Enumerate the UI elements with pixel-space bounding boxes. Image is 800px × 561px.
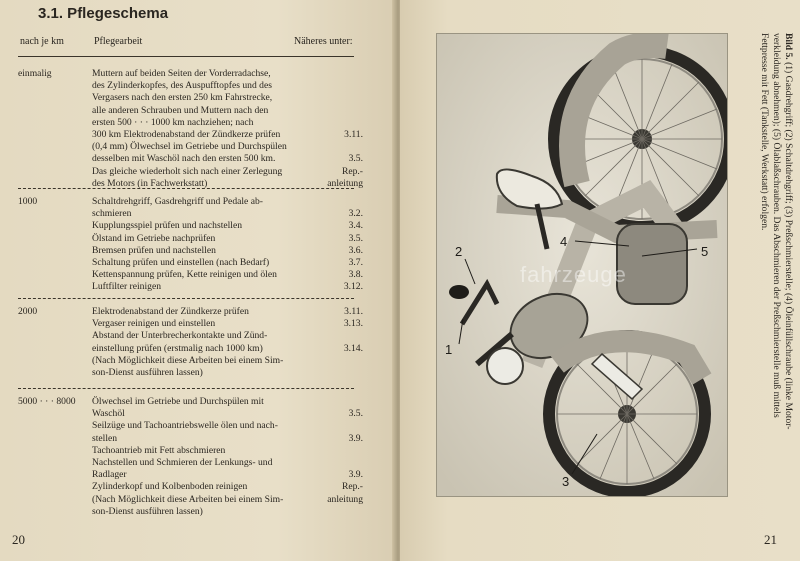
task-line: Bremsen prüfen und nachstellen [92, 244, 216, 256]
task-lines [92, 396, 312, 518]
section-divider [18, 388, 354, 389]
reference-section: 3.13. [343, 318, 363, 330]
section-title: 3.1. Pflegeschema [38, 5, 169, 22]
photo-label-3: 3 [562, 474, 570, 489]
task-line: (Nach Möglichkeit diese Arbeiten bei einem Sim- [92, 493, 284, 505]
task-line: Waschöl [92, 408, 125, 420]
task-line: des Motors (in Fachwerkstatt) [92, 177, 208, 189]
reference-section: 3.9. [348, 469, 363, 481]
task-line: Muttern auf beiden Seiten der Vorderradachse, [92, 68, 271, 79]
task-line: Seilzüge und Tachoantriebswelle ölen und nach- [92, 420, 278, 432]
page-number-right: 21 [764, 532, 777, 547]
task-line: Zylinderkopf und Kolbenboden reinigen [92, 481, 248, 493]
reference-section: 3.2. [348, 208, 363, 220]
task-line: schmieren [92, 208, 132, 220]
reference-section: 3.14. [343, 342, 363, 354]
section-divider [18, 188, 354, 189]
task-line: son-Dienst ausführen lassen) [92, 366, 203, 378]
task-line: Tachoantrieb mit Fett abschmieren [92, 444, 226, 456]
header-rule [18, 56, 354, 57]
column-header-work: Pflegearbeit [94, 36, 143, 47]
task-line: Kupplungsspiel prüfen und nachstellen [92, 220, 243, 232]
task-line: Abstand der Unterbrecherkontakte und Zünd- [92, 330, 268, 342]
task-line: alle anderen Schrauben und Muttern nach den [92, 104, 269, 116]
task-line: son-Dienst ausführen lassen) [92, 505, 203, 517]
task-line: ersten 500 · · · 1000 km nachziehen; nach [92, 116, 254, 128]
section-divider [18, 298, 354, 299]
task-line: Vergaser reinigen und einstellen [92, 318, 216, 330]
reference-section: 3.7. [348, 257, 363, 268]
interval-km: 1000 [18, 196, 38, 207]
column-header-km: nach je km [20, 36, 64, 47]
column-header-reference: Näheres unter: [294, 36, 353, 47]
task-line: Radlager [92, 469, 127, 481]
interval-km: einmalig [18, 68, 52, 79]
reference-section: Rep.- [341, 165, 363, 177]
left-page [0, 0, 396, 561]
reference-section: 3.11. [344, 129, 363, 140]
task-line: Nachstellen und Schmieren der Lenkungs- und [92, 456, 273, 468]
task-line: Ölstand im Getriebe nachprüfen [92, 232, 216, 244]
reference-section: 3.11. [344, 306, 363, 317]
reference-section: anleitung [327, 493, 363, 505]
figure-caption-rotated [734, 33, 794, 503]
watermark-text: fahrzeuge [520, 262, 627, 287]
caption-line-3: Fettpresse mit Fett (Tankstelle, Werkstatt) erfolgen. [758, 33, 770, 231]
photo-label-4: 4 [560, 234, 568, 249]
task-line: Ölwechsel im Getriebe und Durchspülen mit [92, 396, 264, 407]
task-lines [92, 196, 312, 294]
headlamp [487, 348, 523, 384]
reference-section: anleitung [327, 177, 363, 189]
page-number-left: 20 [12, 532, 25, 547]
reference-section: 3.12. [343, 281, 363, 293]
task-line: des Zylinderkopfes, des Auspufftopfes und des [92, 80, 272, 92]
reference-section: 3.5. [348, 153, 363, 165]
task-line: (Nach Möglichkeit diese Arbeiten bei einem Sim- [92, 354, 284, 366]
photo-label-1: 1 [445, 342, 453, 357]
caption-line-2: verkleidung abnehmen); (5) Ölablaßschrauben. Das Abschmieren der Preßschmierstelle muß mittels [770, 33, 782, 418]
task-line: (0,4 mm) Ölwechsel im Getriebe und Durchspülen [92, 141, 287, 153]
reference-section: 3.5. [348, 232, 363, 244]
reference-section: 3.5. [348, 408, 363, 420]
task-line: desselben mit Waschöl nach den ersten 500 km. [92, 153, 276, 165]
reference-section: 3.9. [348, 432, 363, 444]
task-line: einstellung prüfen (erstmalig nach 1000 km) [92, 342, 263, 354]
reference-section: Rep.- [341, 481, 363, 493]
task-line: Kettenspannung prüfen, Kette reinigen und ölen [92, 269, 277, 281]
caption-line-1: (1) Gasdrehgriff; (2) Schaltdrehgriff; (3) Preßschmierstelle; (4) Öleinfüllschraube (linke Motor- [783, 59, 794, 430]
task-line: Vergasers nach den ersten 250 km Fahrstrecke, [92, 92, 273, 104]
task-line: Elektrodenabstand der Zündkerze prüfen [92, 306, 249, 317]
interval-km: 5000 · · · 8000 [18, 396, 76, 407]
reference-section: 3.8. [348, 269, 363, 281]
task-line: Das gleiche wiederholt sich nach einer Zerlegung [92, 165, 283, 177]
task-line: 300 km Elektrodenabstand der Zündkerze prüfen [92, 128, 281, 140]
reference-section: 3.4. [348, 220, 363, 232]
reference-section: 3.6. [348, 244, 363, 256]
task-line: stellen [92, 432, 118, 444]
task-lines [92, 306, 312, 379]
caption-label: Bild 5. [783, 33, 794, 60]
task-line: Luftfilter reinigen [92, 281, 161, 293]
task-line: Schaltung prüfen und einstellen (nach Bedarf) [92, 256, 270, 268]
task-line: Schaltdrehgriff, Gasdrehgriff und Pedale ab- [92, 196, 263, 207]
photo-label-5: 5 [701, 244, 709, 259]
photo-label-2: 2 [455, 244, 463, 259]
interval-km: 2000 [18, 306, 38, 317]
figure-caption [734, 33, 794, 503]
task-lines [92, 68, 312, 190]
